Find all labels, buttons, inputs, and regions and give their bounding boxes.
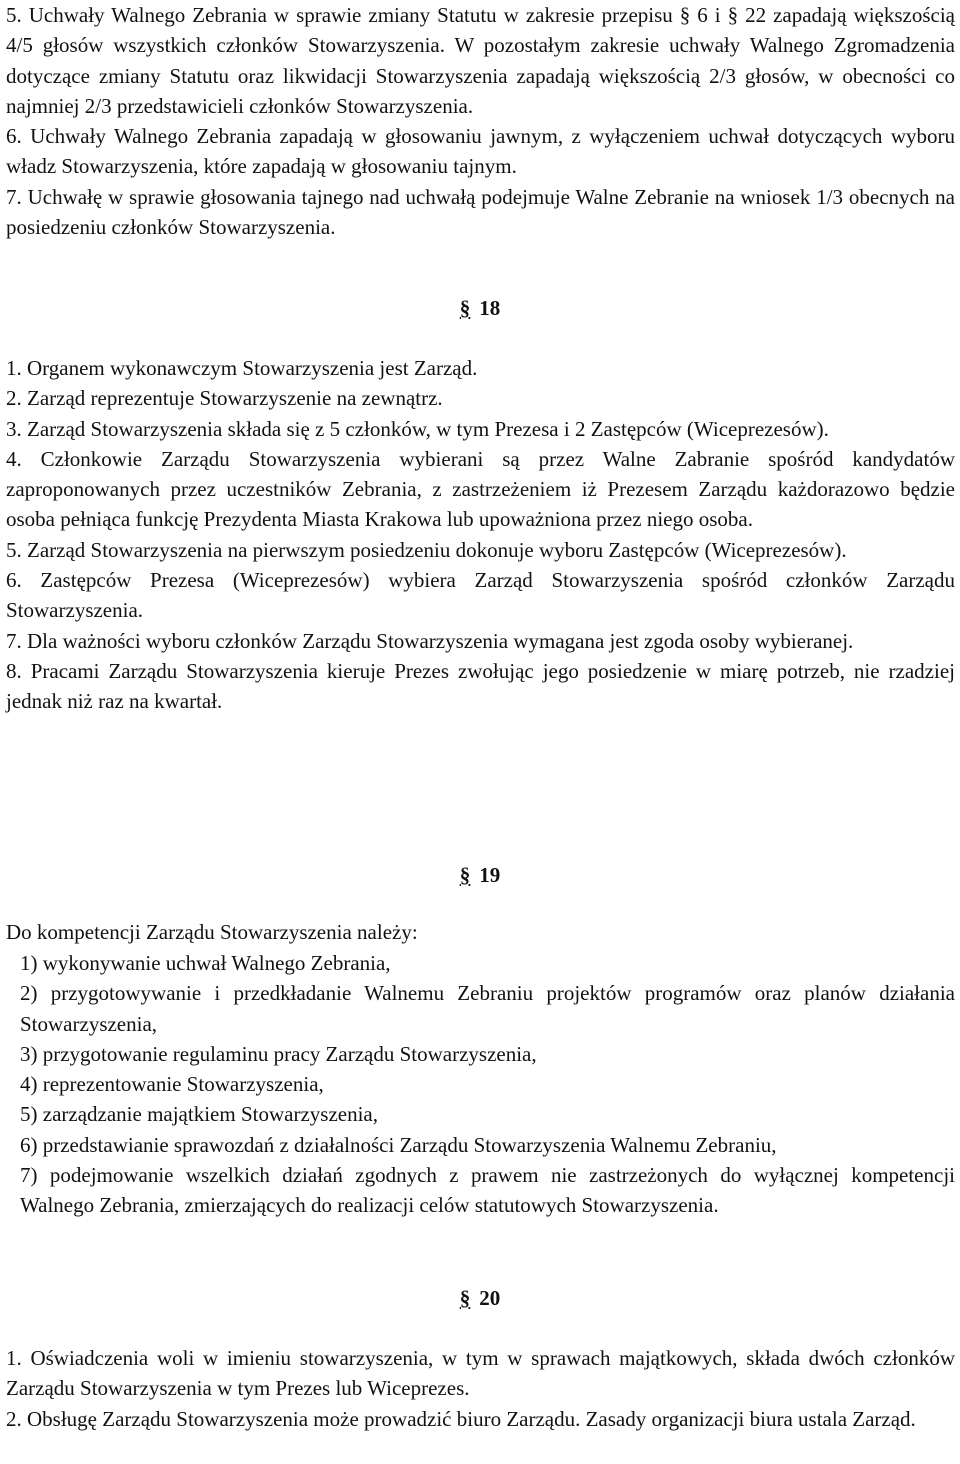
section-18-body — [6, 353, 955, 717]
s20-paragraph-1: 1. Oświadczenia woli w imieniu stowarzyszenia, w tym w sprawach majątkowych, składa dwóch członków Zarządu Stowarzyszenia w tym Prezes lub Wiceprezes. — [6, 1346, 955, 1401]
s18-paragraph-8: 8. Pracami Zarządu Stowarzyszenia kieruje Prezes zwołując jego posiedzenie w miarę potrzeb, nie rzadziej jednak niż raz na kwartał. — [6, 658, 955, 714]
section-number: 20 — [479, 1286, 501, 1310]
paragraph-7: 7. Uchwałę w sprawie głosowania tajnego nad uchwałą podejmuje Walne Zebranie na wniosek 1/3 obecnych na posiedzeniu członków Stowarzyszenia. — [6, 184, 955, 240]
s19-item-7: 7) podejmowanie wszelkich działań zgodnych z prawem nie zastrzeżonych do wyłącznej kompetencji Walnego Zebrania, zmierzających do realizacji celów statutowych Stowarzyszenia. — [20, 1163, 955, 1218]
paragraph-5: 5. Uchwały Walnego Zebrania w sprawie zmiany Statutu w zakresie przepisu § 6 i § 22 zapadają większością 4/5 głosów wszystkich członków Stowarzyszenia. W pozostałym zakresie uchwały Walnego Zgromadzenia dotyczące zmiany Statutu oraz likwidacji Stowarzyszenia zapadają większością 2/3 głosów, w obecności co najmniej 2/3 przedstawicieli członków Stowarzyszenia. — [6, 3, 955, 118]
paragraph-6: 6. Uchwały Walnego Zebrania zapadają w głosowaniu jawnym, z wyłączeniem uchwał dotyczących wyboru władz Stowarzyszenia, które zapadają w głosowaniu tajnym. — [6, 124, 955, 179]
s18-paragraph-7: 7. Dla ważności wyboru członków Zarządu Stowarzyszenia wymagana jest zgoda osoby wybieranej. — [6, 628, 854, 653]
s19-item-5: 5) zarządzanie majątkiem Stowarzyszenia, — [20, 1102, 378, 1127]
s18-paragraph-6: 6. Zastępców Prezesa (Wiceprezesów) wybiera Zarząd Stowarzyszenia spośród członków Zarządu Stowarzyszenia. — [6, 568, 955, 623]
s19-item-2: 2) przygotowywanie i przedkładanie Walnemu Zebraniu projektów programów oraz planów działania Stowarzyszenia, — [20, 981, 955, 1036]
section-symbol: § — [459, 1286, 471, 1310]
s19-item-1: 1) wykonywanie uchwał Walnego Zebrania, — [20, 951, 391, 975]
s19-item-4: 4) reprezentowanie Stowarzyszenia, — [20, 1072, 324, 1097]
s19-item-3: 3) przygotowanie regulaminu pracy Zarządu Stowarzyszenia, — [20, 1041, 537, 1066]
section-symbol: § — [459, 296, 471, 320]
previous-section-paragraphs — [6, 0, 955, 242]
section-19-heading — [0, 860, 960, 890]
section-18-heading — [0, 293, 960, 323]
section-19-list — [6, 948, 955, 1221]
s18-paragraph-1: 1. Organem wykonawczym Stowarzyszenia jest Zarząd. — [6, 356, 478, 380]
s19-intro: Do kompetencji Zarządu Stowarzyszenia należy: — [6, 920, 418, 944]
s18-paragraph-5: 5. Zarząd Stowarzyszenia na pierwszym posiedzeniu dokonuje wyboru Zastępców (Wiceprezesów). — [6, 537, 847, 562]
s18-paragraph-2: 2. Zarząd reprezentuje Stowarzyszenie na zewnątrz. — [6, 386, 443, 411]
section-19-body — [6, 917, 955, 947]
section-number: 18 — [479, 296, 501, 320]
section-20-heading — [0, 1283, 960, 1313]
section-symbol: § — [459, 863, 471, 887]
s20-paragraph-2: 2. Obsługę Zarządu Stowarzyszenia może prowadzić biuro Zarządu. Zasady organizacji biura ustala Zarząd. — [6, 1406, 916, 1431]
section-number: 19 — [479, 863, 501, 887]
s18-paragraph-4: 4. Członkowie Zarządu Stowarzyszenia wybierani są przez Walne Zabranie spośród kandydatów zaproponowanych przez uczestników Zebrania, z zastrzeżeniem iż Prezesem Zarządu każdorazowo będzie osoba pełniąca funkcję Prezydenta Miasta Krakowa lub upoważniona przez niego osoba. — [6, 446, 955, 532]
s19-item-6: 6) przedstawianie sprawozdań z działalności Zarządu Stowarzyszenia Walnemu Zebraniu, — [20, 1132, 777, 1157]
section-20-body — [6, 1343, 955, 1434]
s18-paragraph-3: 3. Zarząd Stowarzyszenia składa się z 5 członków, w tym Prezesa i 2 Zastępców (Wiceprezesów). — [6, 416, 829, 441]
